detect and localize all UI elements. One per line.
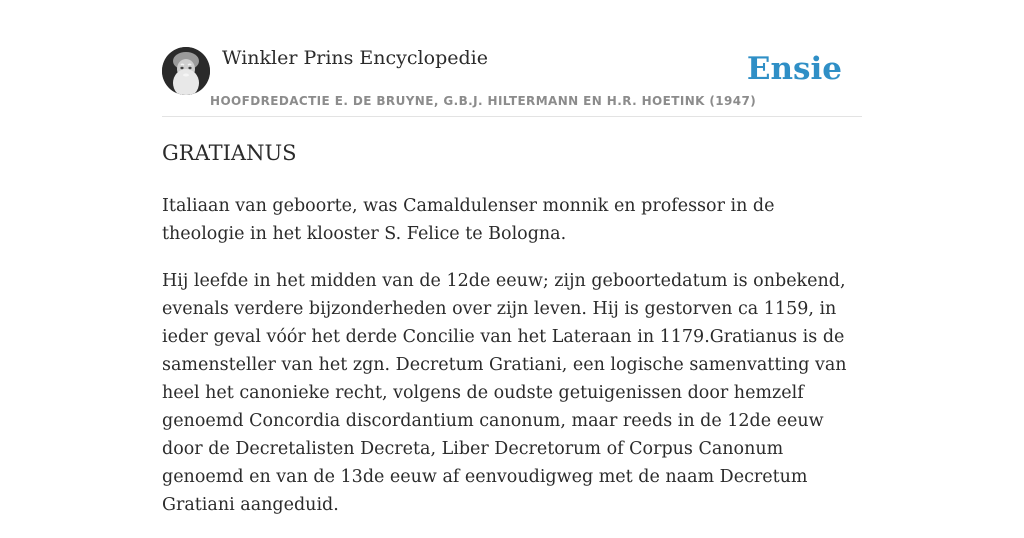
article-paragraph: Italiaan van geboorte, was Camaldulenser monnik en professor in de theologie in het klooster S. Felice te Bologna.: [162, 196, 775, 244]
article-title: GRATIANUS: [162, 141, 297, 165]
ensie-logo[interactable]: Ensie: [746, 51, 842, 87]
editors-subtitle: HOOFDREDACTIE E. DE BRUYNE, G.B.J. HILTERMANN EN H.R. HOETINK (1947): [210, 94, 757, 108]
article-paragraph: Hij leefde in het midden van de 12de eeuw; zijn geboortedatum is onbekend, evenals verdere bijzonderheden over zijn leven. Hij is gestorven ca 1159, in ieder geval vóór het derde Concilie van het Lateraan in 1179.Gratianus is de samensteller van het zgn. Decretum Gratiani, een logische samenvatting van heel het canonieke recht, volgens de oudste getuigenissen door hemzelf genoemd Concordia discordantium canonum, maar reeds in de 12de eeuw door de Decretalisten Decreta, Liber Decretorum of Corpus Canonum genoemd en van de 13de eeuw af eenvoudigweg met de naam Decretum Gratiani aangeduid.: [162, 271, 847, 515]
page: [162, 0, 862, 515]
site-title[interactable]: Winkler Prins Encyclopedie: [222, 47, 488, 69]
portrait-avatar-icon[interactable]: [162, 47, 210, 95]
article-body: [162, 192, 862, 538]
header: [162, 0, 862, 117]
